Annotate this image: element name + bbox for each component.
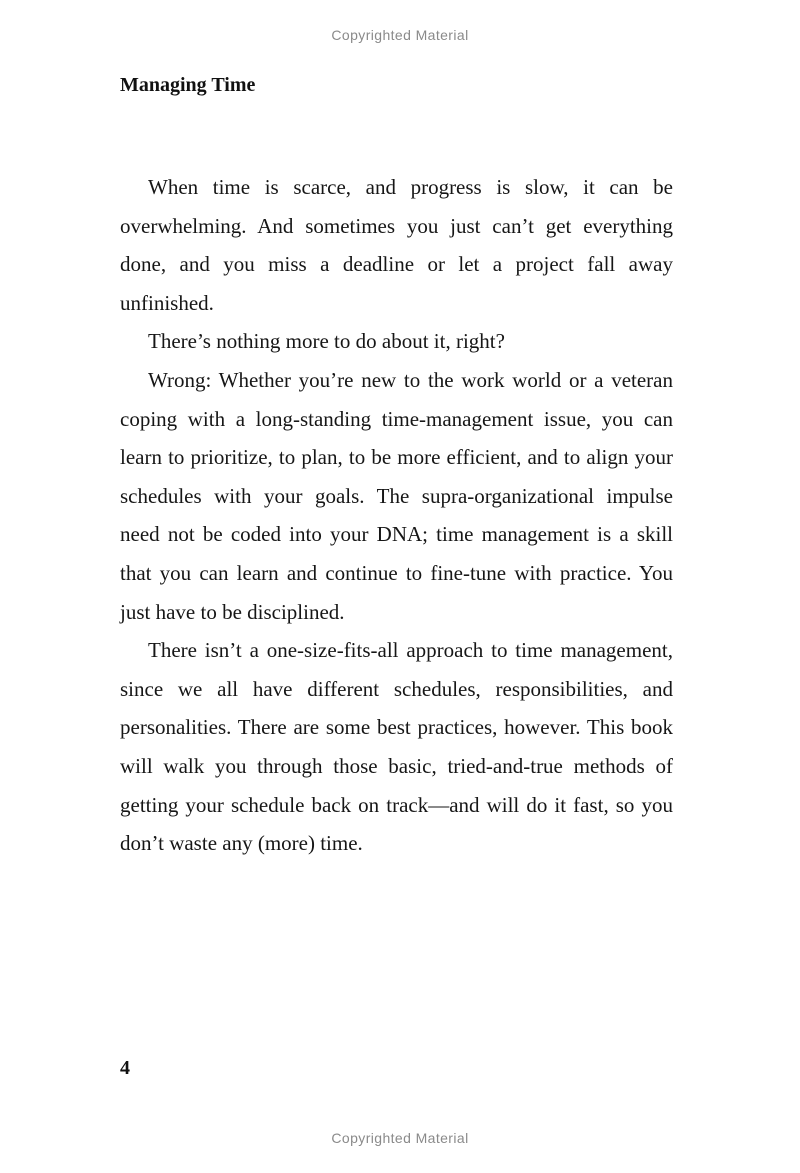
page-number: 4: [120, 1057, 130, 1079]
body-text: [120, 168, 673, 863]
paragraph-4: There isn’t a one-size-fits-all approach to time management, since we all have different schedules, responsibilities, and personalities. There are some best practices, however. This book will walk you through those basic, tried-and-true methods of getting your schedule back on track—and will do it fast, so you don’t waste any (more) time.: [120, 638, 673, 856]
copyright-notice-bottom: Copyrighted Material: [331, 1130, 469, 1146]
paragraph-3: Wrong: Whether you’re new to the work world or a veteran coping with a long-standing time-management issue, you can learn to prioritize, to plan, to be more efficient, and to align your schedules with your goals. The supra-organizational impulse need not be coded into your DNA; time management is a skill that you can learn and continue to fine-tune with practice. You just have to be disciplined.: [120, 367, 673, 624]
paragraph-1: When time is scarce, and progress is slow, it can be overwhelming. And sometimes you just can’t get everything done, and you miss a deadline or let a project fall away unfinished.: [120, 175, 673, 315]
paragraph-2: There’s nothing more to do about it, right?: [148, 329, 505, 354]
copyright-notice-top: Copyrighted Material: [331, 27, 469, 43]
running-header: Managing Time: [120, 74, 256, 96]
